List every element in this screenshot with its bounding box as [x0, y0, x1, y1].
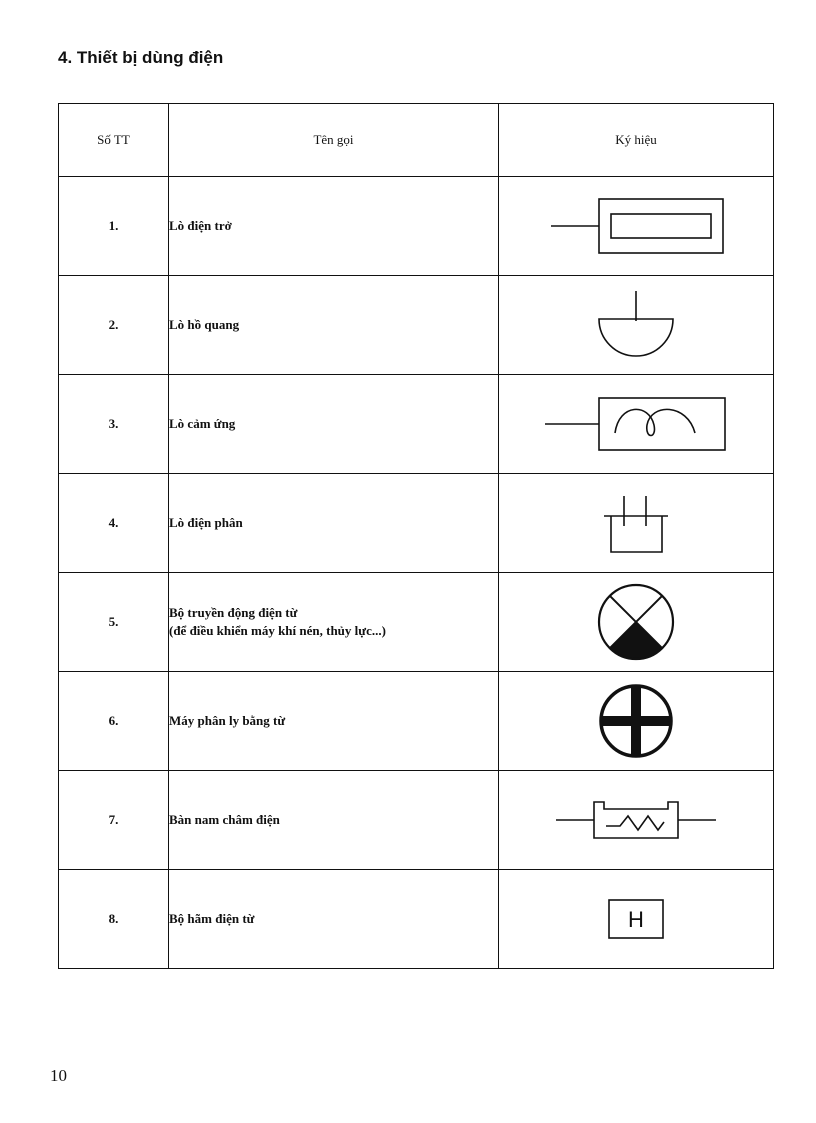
table-row [59, 276, 774, 375]
table-row [59, 672, 774, 771]
row-name: Máy phân ly bằng từ [169, 672, 499, 771]
table-row [59, 771, 774, 870]
row-number: 2. [59, 276, 169, 375]
header-symbol: Ký hiệu [499, 104, 774, 177]
electromagnetic-actuator-symbol [596, 582, 676, 662]
arc-furnace-symbol [581, 287, 691, 363]
page-number: 10 [50, 1066, 67, 1085]
section-title: 4. Thiết bị dùng điện [58, 48, 224, 67]
row-name: Lò cảm ứng [169, 375, 499, 474]
magnetic-separator-symbol [596, 681, 676, 761]
row-name-note: (để điều khiển máy khí nén, thủy lực...) [169, 623, 386, 638]
table-header-row [59, 104, 774, 177]
row-name: Lò hồ quang [169, 276, 499, 375]
row-number: 6. [59, 672, 169, 771]
header-name: Tên gọi [169, 104, 499, 177]
table-row [59, 474, 774, 573]
row-number: 4. [59, 474, 169, 573]
header-no: Số TT [59, 104, 169, 177]
electromagnet-table-symbol [546, 792, 726, 848]
row-name: Lò điện trở [169, 177, 499, 276]
row-name: Bộ hãm điện từ [169, 870, 499, 969]
row-number: 8. [59, 870, 169, 969]
row-number: 1. [59, 177, 169, 276]
row-name: Lò điện phân [169, 474, 499, 573]
induction-furnace-symbol [541, 393, 731, 455]
row-number: 7. [59, 771, 169, 870]
row-name: Bàn nam châm điện [169, 771, 499, 870]
table-row [59, 573, 774, 672]
electromagnetic-brake-symbol [606, 897, 666, 941]
electrolytic-furnace-symbol [596, 488, 676, 558]
symbol-table [58, 103, 774, 969]
row-number: 3. [59, 375, 169, 474]
row-name: Bộ truyền động điện từ [169, 605, 298, 620]
table-row [59, 177, 774, 276]
resistance-furnace-symbol [541, 195, 731, 257]
table-row [59, 375, 774, 474]
row-number: 5. [59, 573, 169, 672]
table-row [59, 870, 774, 969]
brake-letter: H [628, 907, 644, 932]
